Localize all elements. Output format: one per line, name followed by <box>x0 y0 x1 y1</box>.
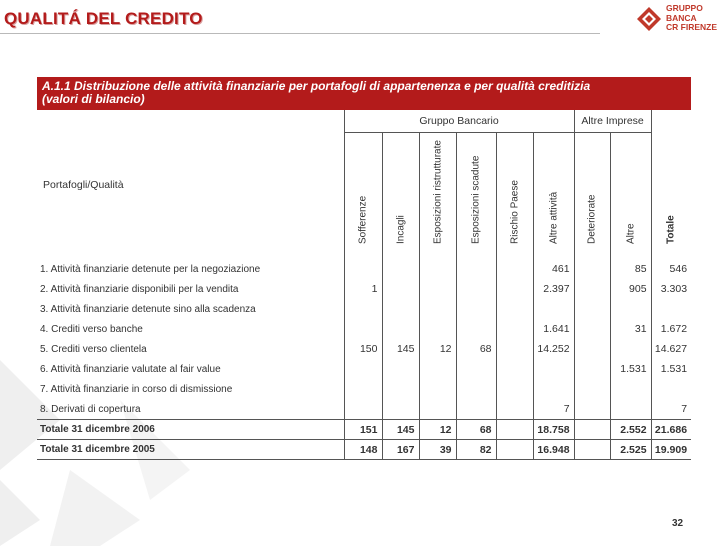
total-row <box>37 440 691 460</box>
table-cell <box>382 359 419 379</box>
table-cell: 85 <box>610 259 651 279</box>
table-cell <box>419 279 456 299</box>
table-cell <box>610 379 651 399</box>
bank-logo <box>636 4 726 38</box>
table-cell <box>419 299 456 319</box>
table-cell: 12 <box>419 420 456 440</box>
table-row <box>37 319 691 339</box>
column-header-label: Sofferenze <box>357 195 369 244</box>
table-body <box>37 259 691 420</box>
row-header-cell <box>37 110 344 259</box>
title-divider <box>0 33 600 34</box>
table-cell: 1.641 <box>533 319 574 339</box>
table-cell <box>419 259 456 279</box>
logo-icon <box>636 6 662 32</box>
column-header <box>610 133 651 260</box>
table-cell <box>610 339 651 359</box>
row-label: 4. Crediti verso banche <box>40 323 143 335</box>
table-cell <box>533 359 574 379</box>
table-cell: 14.627 <box>651 339 691 359</box>
table-cell <box>574 379 610 399</box>
row-header-label: Portafogli/Qualità <box>43 178 124 191</box>
table-title <box>37 77 691 110</box>
table-cell: 1.672 <box>651 319 691 339</box>
table-cell <box>344 299 382 319</box>
table-cell: 2.552 <box>610 420 651 440</box>
column-header-label: Altre attività <box>548 191 560 244</box>
table-cell <box>382 259 419 279</box>
row-label: 2. Attività finanziarie disponibili per la vendita <box>40 283 239 295</box>
table-cell <box>382 299 419 319</box>
table-cell <box>496 279 533 299</box>
table-cell <box>610 399 651 420</box>
table-cell <box>419 359 456 379</box>
table-cell <box>651 379 691 399</box>
table-cell <box>610 299 651 319</box>
column-header-label: Esposizioni scadute <box>470 155 482 244</box>
table-cell: 31 <box>610 319 651 339</box>
header-group-row <box>37 110 691 133</box>
table-cell: 1.531 <box>651 359 691 379</box>
table-cell <box>496 259 533 279</box>
table-cell: 148 <box>344 440 382 460</box>
column-header-label: Deteriorate <box>586 194 598 244</box>
table-cell: 167 <box>382 440 419 460</box>
table-cell: 150 <box>344 339 382 359</box>
table-cell: 145 <box>382 339 419 359</box>
column-header-label: Incagli <box>395 215 406 244</box>
table-cell <box>496 399 533 420</box>
column-header <box>533 133 574 260</box>
row-label: 8. Derivati di copertura <box>40 403 141 415</box>
page-title: QUALITÁ DEL CREDITO <box>4 9 203 28</box>
table-cell <box>496 359 533 379</box>
column-header-totale <box>651 133 691 260</box>
table-cell: 2.397 <box>533 279 574 299</box>
table-cell <box>344 359 382 379</box>
group-header-altre: Altre Imprese <box>574 110 651 133</box>
table-cell: 546 <box>651 259 691 279</box>
table-cell <box>344 399 382 420</box>
table-cell <box>496 299 533 319</box>
table-cell: 2.525 <box>610 440 651 460</box>
row-label: 5. Crediti verso clientela <box>40 343 147 355</box>
row-label: 6. Attività finanziarie valutate al fair value <box>40 363 221 375</box>
table-cell <box>382 319 419 339</box>
table-cell <box>456 359 496 379</box>
table-cell <box>496 440 533 460</box>
table-cell <box>574 399 610 420</box>
table-cell: 21.686 <box>651 420 691 440</box>
table-cell <box>496 379 533 399</box>
row-label: 3. Attività finanziarie detenute sino alla scadenza <box>40 303 256 315</box>
row-label: Totale 31 dicembre 2005 <box>37 440 344 460</box>
table-cell: 18.758 <box>533 420 574 440</box>
column-header-label: Esposizioni ristrutturate <box>432 140 443 244</box>
table-row <box>37 399 691 420</box>
column-header <box>456 133 496 260</box>
table-cell: 39 <box>419 440 456 460</box>
table-cell <box>496 319 533 339</box>
table-cell <box>456 279 496 299</box>
table-cell <box>344 319 382 339</box>
table-cell <box>574 259 610 279</box>
table-row <box>37 379 691 399</box>
table-row <box>37 279 691 299</box>
table-cell <box>344 379 382 399</box>
table-row <box>37 339 691 359</box>
group-header-bancario: Gruppo Bancario <box>344 110 574 133</box>
table-cell: 3.303 <box>651 279 691 299</box>
logo-line-2: BANCA <box>666 12 697 23</box>
table-cell: 1.531 <box>610 359 651 379</box>
column-header-label: Totale <box>665 215 677 244</box>
table-cell <box>496 420 533 440</box>
table-cell: 68 <box>456 339 496 359</box>
table-cell <box>574 420 610 440</box>
table-row <box>37 299 691 319</box>
table-cell <box>456 259 496 279</box>
table-cell: 7 <box>533 399 574 420</box>
table-cell: 151 <box>344 420 382 440</box>
column-header <box>344 133 382 260</box>
table-cell <box>574 319 610 339</box>
table-cell: 145 <box>382 420 419 440</box>
table-cell <box>382 399 419 420</box>
table-cell <box>456 299 496 319</box>
row-label: 1. Attività finanziarie detenute per la negoziazione <box>40 263 261 275</box>
table-cell: 905 <box>610 279 651 299</box>
table-cell: 19.909 <box>651 440 691 460</box>
table-cell: 14.252 <box>533 339 574 359</box>
table-cell <box>419 319 456 339</box>
table-cell: 16.948 <box>533 440 574 460</box>
group-header-empty <box>651 110 691 133</box>
table-title-line-2: (valori di bilancio) <box>42 92 145 106</box>
table-row <box>37 359 691 379</box>
table-cell: 12 <box>419 339 456 359</box>
logo-line-3: CR FIRENZE <box>666 22 717 32</box>
table-cell <box>574 359 610 379</box>
table-cell <box>382 379 419 399</box>
table-cell <box>456 379 496 399</box>
total-row <box>37 420 691 440</box>
table-cell: 461 <box>533 259 574 279</box>
table-cell <box>574 299 610 319</box>
data-table <box>37 110 691 460</box>
table-cell: 1 <box>344 279 382 299</box>
column-header <box>382 133 419 260</box>
table-title-line-1: A.1.1 Distribuzione delle attività finanziarie per portafogli di appartenenza e per qualità creditizia <box>42 79 591 93</box>
table-cell <box>533 299 574 319</box>
table-cell: 82 <box>456 440 496 460</box>
table-cell <box>574 339 610 359</box>
column-header <box>419 133 456 260</box>
table-cell <box>382 279 419 299</box>
column-header-label: Rischio Paese <box>509 180 520 244</box>
column-header-label: Altre <box>625 223 637 244</box>
column-header <box>574 133 610 260</box>
page-number: 32 <box>672 518 684 529</box>
row-label: Totale 31 dicembre 2006 <box>37 420 344 440</box>
row-label: 7. Attività finanziarie in corso di dismissione <box>40 383 233 395</box>
logo-line-1: GRUPPO <box>666 3 703 13</box>
quality-table <box>37 77 691 460</box>
table-cell <box>574 279 610 299</box>
table-cell <box>456 319 496 339</box>
table-cell: 7 <box>651 399 691 420</box>
table-cell: 68 <box>456 420 496 440</box>
table-cell <box>344 259 382 279</box>
column-header <box>496 133 533 260</box>
table-cell <box>574 440 610 460</box>
table-cell <box>651 299 691 319</box>
table-totals <box>37 420 691 460</box>
table-cell <box>456 399 496 420</box>
table-cell <box>496 339 533 359</box>
table-cell <box>419 399 456 420</box>
table-cell <box>533 379 574 399</box>
table-row <box>37 259 691 279</box>
table-cell <box>419 379 456 399</box>
